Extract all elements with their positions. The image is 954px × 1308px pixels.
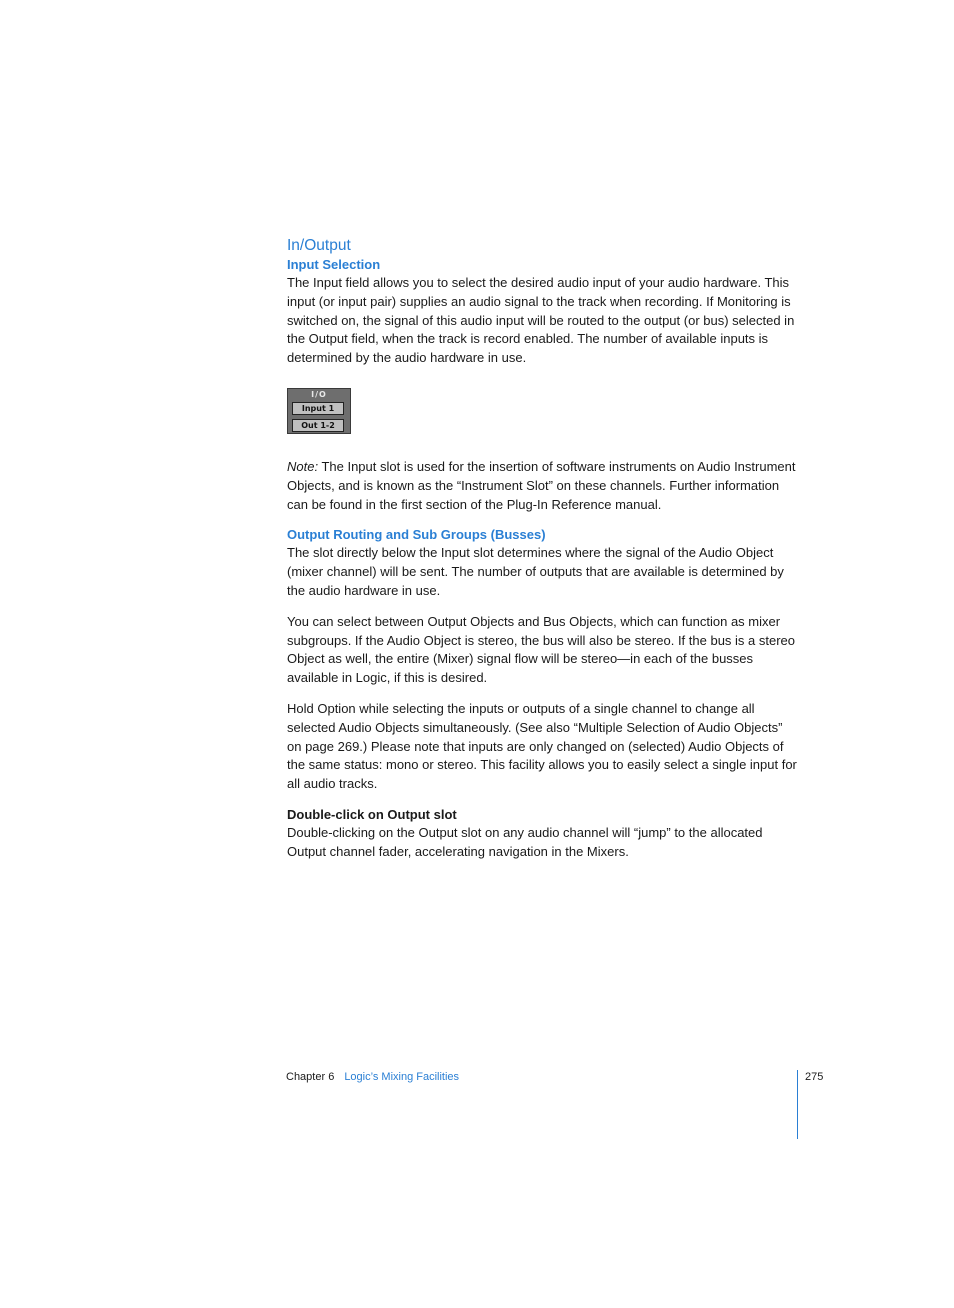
input-slot: Input 1 [292, 402, 344, 415]
footer-divider [797, 1070, 798, 1139]
output-slot: Out 1-2 [292, 419, 344, 432]
output-routing-paragraph-1: The slot directly below the Input slot determines where the signal of the Audio Object (mixer channel) will be sent. The number of outputs that are available is determined by the audio hardware in use. [287, 545, 784, 598]
input-selection-paragraph: The Input field allows you to select the desired audio input of your audio hardware. This input (or input pair) supplies an audio signal to the track when recording. If Monitoring is switched on, the signal of this audio input will be routed to the output (or bus) selected in the Output field, when the track is record enabled. The number of available inputs is determined by the audio hardware in use. [287, 275, 795, 366]
io-figure-title: I/O [311, 389, 327, 399]
output-routing-heading: Output Routing and Sub Groups (Busses) [287, 527, 546, 543]
output-routing-paragraph-3: Hold Option while selecting the inputs or outputs of a single channel to change all selected Audio Objects simultaneously. (See also “Multiple Selection of Audio Objects” on page 269.) Please note that inputs are only changed on (selected) Audio Objects of the same status: mono or stereo. This facility allows you to easily select a single input for all audio tracks. [287, 700, 797, 792]
page-content [287, 236, 797, 862]
double-click-heading: Double-click on Output slot [287, 806, 457, 822]
page-footer [286, 1071, 459, 1083]
note-label: Note: [287, 458, 319, 474]
page-number: 275 [805, 1071, 824, 1083]
io-slot-figure [287, 388, 351, 434]
footer-chapter-title: Logic’s Mixing Facilities [344, 1071, 460, 1083]
note-text: The Input slot is used for the insertion of software instruments on Audio Instrument Objects, and is known as the “Instrument Slot” on these channels. Further information can be found in the first section of the Plug-In Reference manual. [287, 458, 796, 512]
section-title: In/Output [287, 237, 351, 254]
footer-chapter: Chapter 6 [286, 1071, 335, 1083]
input-selection-heading: Input Selection [287, 257, 381, 272]
output-routing-paragraph-2: You can select between Output Objects and Bus Objects, which can function as mixer subgroups. If the Audio Object is stereo, the bus will also be stereo. If the bus is a stereo Object as well, the entire (Mixer) signal flow will be stereo—in each of the busses available in Logic, if this is desired. [287, 613, 796, 686]
double-click-paragraph: Double-clicking on the Output slot on any audio channel will “jump” to the allocated Output channel fader, accelerating navigation in the Mixers. [287, 824, 763, 859]
note-paragraph [287, 458, 797, 514]
